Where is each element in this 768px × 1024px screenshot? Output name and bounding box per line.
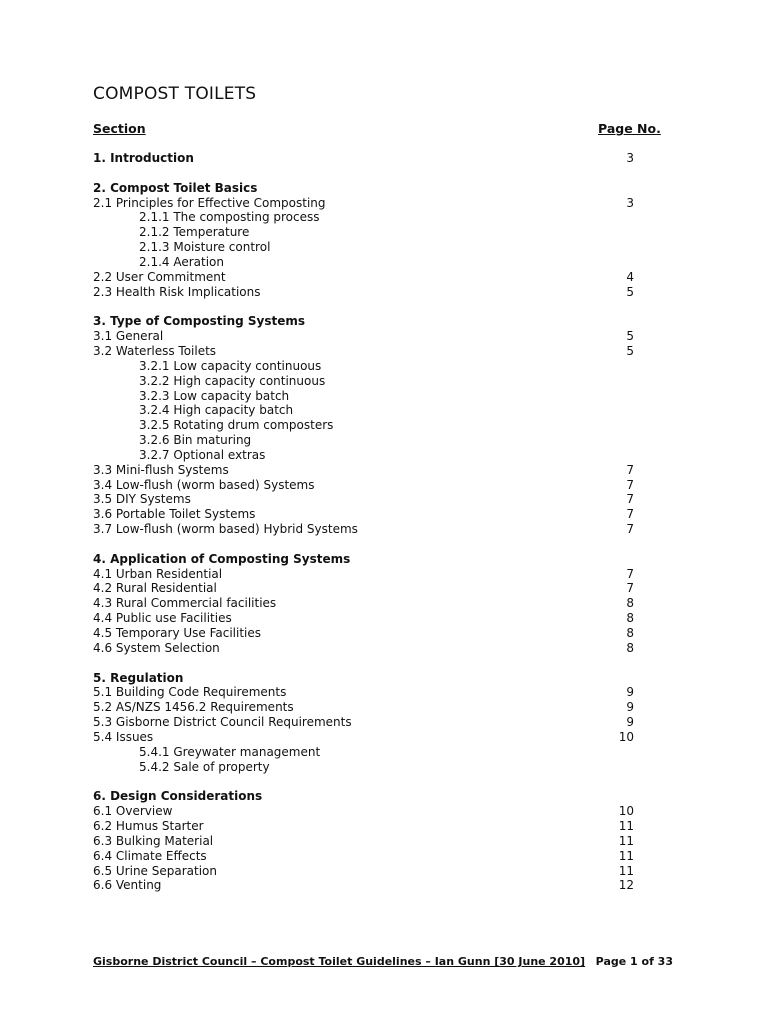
toc-entry — [0, 715, 768, 730]
toc-entry-label: 3.5 DIY Systems — [93, 492, 191, 507]
toc-subsection-entry — [0, 403, 768, 418]
toc-entry — [0, 730, 768, 745]
toc-subsection-entry — [0, 389, 768, 404]
toc-entry-label: 6.5 Urine Separation — [93, 863, 217, 878]
toc-entry-label: 5.4.1 Greywater management — [139, 744, 321, 759]
toc-spacer — [0, 166, 768, 181]
toc-entry-label: 3.2 Waterless Toilets — [93, 343, 217, 358]
toc-entry-label: 3.6 Portable Toilet Systems — [93, 507, 256, 522]
toc-entry-label: 2.1.4 Aeration — [139, 254, 225, 269]
toc-entry-page-number: 5 — [626, 329, 634, 344]
toc-entry-label: 2.1.2 Temperature — [139, 225, 250, 240]
toc-entry-label: 2.3 Health Risk Implications — [93, 284, 261, 299]
toc-entry-page-number: 11 — [618, 818, 634, 833]
toc-entry-label: 3.2.2 High capacity continuous — [139, 373, 326, 388]
toc-entry-page-number: 8 — [626, 611, 634, 626]
toc-entry-label: 5.3 Gisborne District Council Requirements — [93, 715, 352, 730]
toc-entry-label: 5. Regulation — [93, 670, 184, 685]
toc-section-heading — [0, 181, 768, 196]
toc-entry-label: 1. Introduction — [93, 151, 194, 165]
toc-subsection-entry — [0, 433, 768, 448]
toc-entry-page-number: 8 — [626, 596, 634, 611]
toc-entry — [0, 804, 768, 819]
toc-entry-label: 3.1 General — [93, 329, 164, 344]
toc-entry-label: 3.2.6 Bin maturing — [139, 433, 252, 448]
toc-entry-page-number: 9 — [626, 685, 634, 700]
toc-entry-label: 5.2 AS/NZS 1456.2 Requirements — [93, 700, 294, 715]
toc-section-heading — [0, 314, 768, 329]
toc-entry-page-number: 7 — [626, 566, 634, 581]
toc-entry-label: 3.3 Mini-flush Systems — [93, 462, 229, 477]
toc-entry-page-number: 11 — [618, 833, 634, 848]
toc-entry-page-number: 7 — [626, 477, 634, 492]
toc-entry-label: 3.2.1 Low capacity continuous — [139, 358, 322, 373]
toc-entry-label: 3.4 Low-flush (worm based) Systems — [93, 477, 315, 492]
toc-entry-label: 6.4 Climate Effects — [93, 848, 207, 863]
toc-entry-label: 6.1 Overview — [93, 804, 173, 819]
toc-entry-page-number: 11 — [618, 863, 634, 878]
toc-entry — [0, 344, 768, 359]
toc-entry-label: 3.2.3 Low capacity batch — [139, 388, 290, 403]
toc-entry-label: 4.1 Urban Residential — [93, 566, 223, 581]
toc-entry — [0, 567, 768, 582]
toc-entry — [0, 700, 768, 715]
toc-entry-label: 3. Type of Composting Systems — [93, 314, 306, 329]
toc-entry-label: 5.4 Issues — [93, 729, 154, 744]
toc-entry — [0, 507, 768, 522]
toc-entry-label: 4.6 System Selection — [93, 640, 220, 655]
toc-entry-label: 2.1.1 The composting process — [139, 210, 320, 225]
toc-entry-page-number: 8 — [626, 626, 634, 640]
toc-entry-label: 3.2.5 Rotating drum composters — [139, 418, 334, 433]
toc-entry-label: 6.6 Venting — [93, 878, 162, 893]
toc-entry-page-number: 10 — [618, 729, 634, 744]
toc-entry-page-number: 7 — [626, 462, 634, 477]
toc-entry-label: 2.1 Principles for Effective Composting — [93, 195, 326, 210]
toc-entry-page-number: 9 — [626, 715, 634, 730]
toc-entry-page-number: 4 — [626, 269, 634, 284]
footer-page-number: Page 1 of 33 — [595, 955, 673, 968]
toc-subsection-entry — [0, 240, 768, 255]
toc-entry — [0, 685, 768, 700]
toc-entry-label: 6.3 Bulking Material — [93, 833, 214, 848]
toc-entry-label: 4. Application of Composting Systems — [93, 551, 351, 566]
toc-section-heading — [0, 671, 768, 686]
toc-entry-label: 6.2 Humus Starter — [93, 818, 204, 833]
toc-entry — [0, 626, 768, 641]
toc-entry — [0, 522, 768, 537]
toc-entry — [0, 285, 768, 300]
toc-entry — [0, 834, 768, 849]
toc-subsection-entry — [0, 359, 768, 374]
toc-entry-page-number: 5 — [626, 284, 634, 299]
toc-entry — [0, 581, 768, 596]
toc-subsection-entry — [0, 210, 768, 225]
table-of-contents — [0, 151, 768, 893]
toc-entry-label: 2.1.3 Moisture control — [139, 240, 271, 255]
toc-entry-label: 4.2 Rural Residential — [93, 581, 217, 596]
toc-entry-page-number: 7 — [626, 522, 634, 537]
toc-entry-label: 3.2.4 High capacity batch — [139, 403, 294, 418]
toc-entry — [0, 864, 768, 879]
section-column-header: Section — [93, 121, 146, 136]
toc-entry — [0, 819, 768, 834]
toc-entry-page-number: 3 — [626, 195, 634, 210]
toc-entry — [0, 478, 768, 493]
toc-entry-page-number: 11 — [618, 848, 634, 863]
toc-entry — [0, 596, 768, 611]
toc-entry — [0, 492, 768, 507]
toc-entry-page-number: 10 — [618, 804, 634, 819]
toc-entry-page-number: 9 — [626, 700, 634, 715]
toc-section-heading — [0, 151, 768, 166]
toc-entry — [0, 849, 768, 864]
toc-entry-page-number: 7 — [626, 581, 634, 596]
toc-entry-label: 4.3 Rural Commercial facilities — [93, 596, 277, 611]
toc-entry-page-number: 8 — [626, 640, 634, 655]
toc-entry — [0, 270, 768, 285]
toc-entry-label: 5.4.2 Sale of property — [139, 759, 270, 774]
toc-entry-page-number: 7 — [626, 507, 634, 522]
toc-subsection-entry — [0, 225, 768, 240]
toc-entry-page-number: 12 — [618, 878, 634, 893]
toc-entry-label: 6. Design Considerations — [93, 789, 263, 804]
toc-subsection-entry — [0, 745, 768, 760]
toc-entry-page-number: 3 — [626, 151, 634, 165]
toc-entry-label: 5.1 Building Code Requirements — [93, 685, 287, 700]
page-number-column-header: Page No. — [598, 121, 661, 136]
toc-subsection-entry — [0, 760, 768, 775]
toc-section-heading — [0, 789, 768, 804]
toc-subsection-entry — [0, 418, 768, 433]
toc-entry — [0, 463, 768, 478]
toc-entry — [0, 878, 768, 893]
toc-subsection-entry — [0, 374, 768, 389]
toc-entry-label: 2.2 User Commitment — [93, 269, 226, 284]
toc-spacer — [0, 774, 768, 789]
toc-entry — [0, 196, 768, 211]
toc-entry-page-number: 5 — [626, 343, 634, 358]
toc-entry-page-number: 7 — [626, 492, 634, 507]
footer-document-info: Gisborne District Council – Compost Toilet Guidelines – Ian Gunn [30 June 2010] — [93, 955, 586, 968]
toc-entry-label: 4.4 Public use Facilities — [93, 611, 232, 626]
toc-spacer — [0, 299, 768, 314]
toc-entry-label: 2. Compost Toilet Basics — [93, 180, 258, 195]
toc-spacer — [0, 537, 768, 552]
toc-subsection-entry — [0, 255, 768, 270]
toc-section-heading — [0, 552, 768, 567]
toc-subsection-entry — [0, 448, 768, 463]
toc-entry-label: 3.7 Low-flush (worm based) Hybrid Systems — [93, 522, 358, 537]
toc-spacer — [0, 656, 768, 671]
toc-entry-label: 3.2.7 Optional extras — [139, 447, 266, 462]
toc-entry-label: 4.5 Temporary Use Facilities — [93, 626, 262, 640]
toc-entry — [0, 611, 768, 626]
document-title: COMPOST TOILETS — [93, 84, 257, 104]
toc-entry — [0, 641, 768, 656]
toc-entry — [0, 329, 768, 344]
